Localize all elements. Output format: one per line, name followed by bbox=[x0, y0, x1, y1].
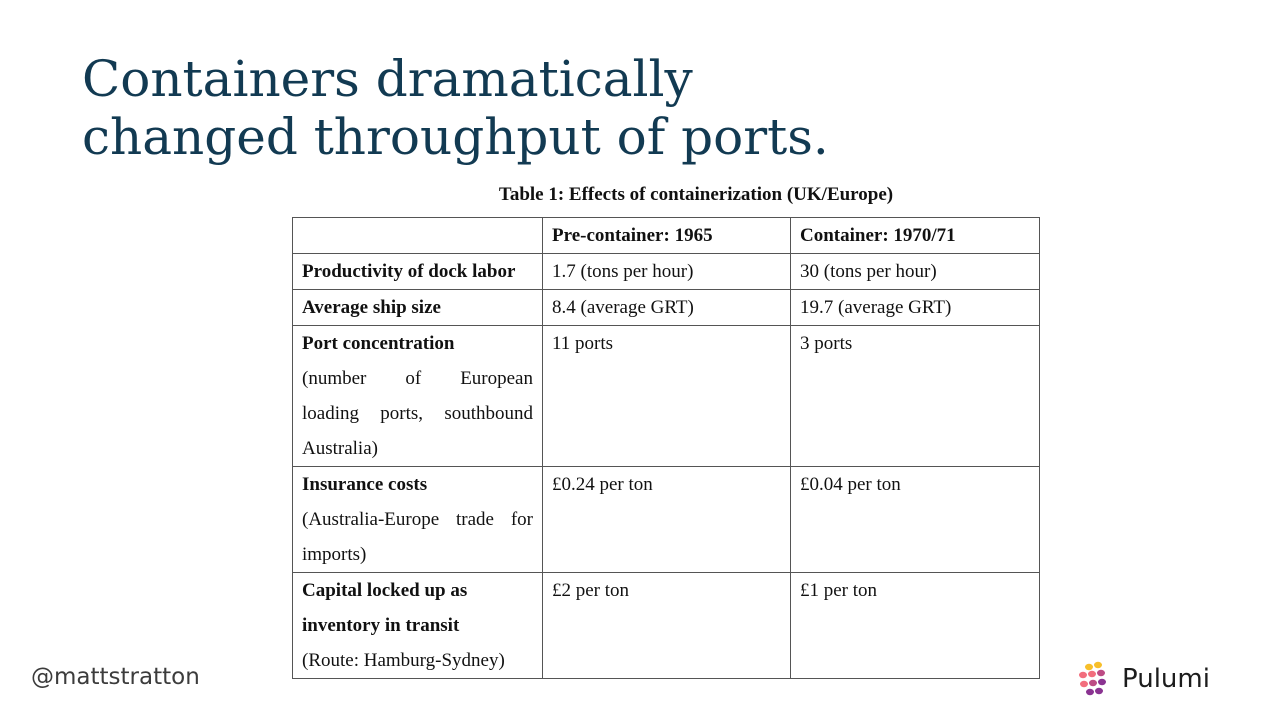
table-header-row bbox=[293, 218, 1040, 254]
logo-petal bbox=[1097, 670, 1105, 676]
logo-petal bbox=[1094, 662, 1102, 668]
logo-petal bbox=[1085, 664, 1093, 670]
table-row bbox=[293, 573, 1040, 679]
slide-title-line-2: changed throughput of ports. bbox=[82, 108, 829, 166]
logo-petal bbox=[1080, 681, 1088, 687]
logo-petal bbox=[1098, 679, 1106, 685]
table-row bbox=[293, 467, 1040, 573]
row-label-cell bbox=[293, 326, 543, 467]
row-value-post: 30 (tons per hour) bbox=[791, 254, 1040, 290]
twitter-handle: @mattstratton bbox=[31, 664, 200, 690]
logo-petal bbox=[1095, 688, 1103, 694]
logo-petal bbox=[1088, 671, 1096, 677]
row-value-post: £1 per ton bbox=[791, 573, 1040, 679]
row-detail: loading ports, southbound bbox=[302, 403, 533, 424]
row-label: Capital locked up as bbox=[302, 580, 468, 601]
slide-title bbox=[82, 50, 829, 166]
row-value-post: 3 ports bbox=[791, 326, 1040, 467]
row-detail: (Australia-Europe trade for bbox=[302, 509, 533, 530]
table-row bbox=[293, 254, 1040, 290]
table-row bbox=[293, 326, 1040, 467]
row-label: Insurance costs bbox=[302, 474, 428, 495]
row-label: Productivity of dock labor bbox=[302, 261, 516, 282]
row-label-cell bbox=[293, 573, 543, 679]
row-value-pre: £0.24 per ton bbox=[543, 467, 791, 573]
table-caption: Table 1: Effects of containerization (UK/Europe) bbox=[498, 184, 894, 205]
row-label: inventory in transit bbox=[302, 615, 460, 636]
row-value-pre: £2 per ton bbox=[543, 573, 791, 679]
logo-petal bbox=[1079, 672, 1087, 678]
row-label-cell bbox=[293, 467, 543, 573]
table-header-cell-post: Container: 1970/71 bbox=[791, 218, 1040, 254]
row-label: Average ship size bbox=[302, 297, 441, 318]
row-value-post: 19.7 (average GRT) bbox=[791, 290, 1040, 326]
row-label-cell bbox=[293, 290, 543, 326]
pulumi-logo-icon bbox=[1078, 661, 1114, 697]
row-value-pre: 1.7 (tons per hour) bbox=[543, 254, 791, 290]
row-detail: Australia) bbox=[302, 438, 378, 459]
row-label: Port concentration bbox=[302, 333, 455, 354]
row-detail: imports) bbox=[302, 544, 367, 565]
row-value-pre: 8.4 (average GRT) bbox=[543, 290, 791, 326]
row-detail: (Route: Hamburg-Sydney) bbox=[302, 650, 505, 671]
table-header-cell-pre: Pre-container: 1965 bbox=[543, 218, 791, 254]
logo-petal bbox=[1089, 680, 1097, 686]
row-value-post: £0.04 per ton bbox=[791, 467, 1040, 573]
slide-title-line-1: Containers dramatically bbox=[82, 50, 693, 108]
pulumi-brand bbox=[1078, 661, 1210, 697]
row-label-cell bbox=[293, 254, 543, 290]
logo-petal bbox=[1086, 689, 1094, 695]
table-row bbox=[293, 290, 1040, 326]
table-header-cell-empty bbox=[293, 218, 543, 254]
row-value-pre: 11 ports bbox=[543, 326, 791, 467]
row-detail: (number of European bbox=[302, 368, 533, 389]
pulumi-wordmark: Pulumi bbox=[1122, 664, 1210, 694]
containerization-table bbox=[292, 217, 1040, 679]
